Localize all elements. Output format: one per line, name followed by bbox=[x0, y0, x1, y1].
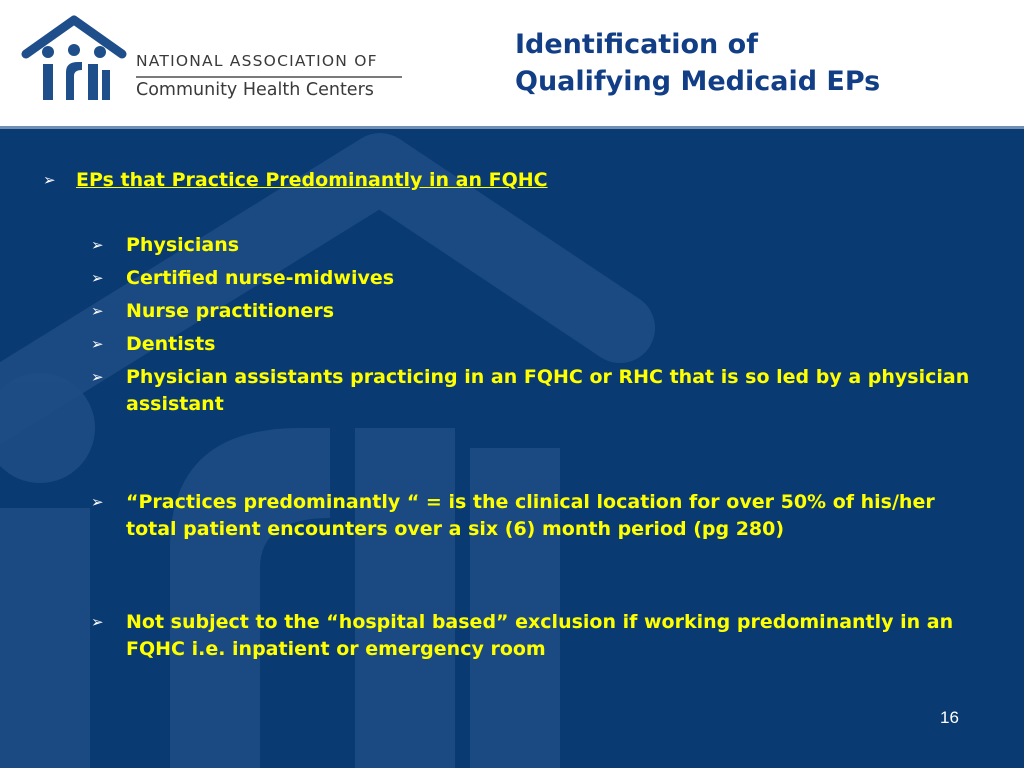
arrow-bullet-icon: ➢ bbox=[43, 171, 56, 189]
ep-list-item bbox=[91, 265, 986, 292]
page-number: 16 bbox=[940, 708, 959, 727]
arrow-bullet-icon: ➢ bbox=[91, 236, 104, 254]
slide-title-line2: Qualifying Medicaid EPs bbox=[515, 66, 881, 97]
org-name-line2: Community Health Centers bbox=[136, 80, 374, 100]
ep-list-item bbox=[91, 232, 986, 259]
ep-label: Certified nurse-midwives bbox=[126, 267, 395, 289]
ep-label: Physicians bbox=[126, 234, 240, 256]
ep-list-item bbox=[91, 298, 986, 325]
definition-item bbox=[91, 489, 991, 543]
heading-item bbox=[43, 167, 776, 194]
arrow-bullet-icon: ➢ bbox=[91, 613, 104, 631]
arrow-bullet-icon: ➢ bbox=[91, 302, 104, 320]
slide-title-line1: Identification of bbox=[515, 29, 758, 60]
ep-list-item bbox=[91, 331, 986, 358]
arrow-bullet-icon: ➢ bbox=[91, 368, 104, 386]
arrow-bullet-icon: ➢ bbox=[91, 269, 104, 287]
ep-label: Nurse practitioners bbox=[126, 300, 334, 322]
definition-text: “Practices predominantly “ = is the clinical location for over 50% of his/her total patient encounters over a six (6) month period (pg 280) bbox=[126, 491, 935, 540]
ep-label: Physician assistants practicing in an FQHC or RHC that is so led by a physician assistant bbox=[126, 366, 970, 415]
ep-label: Dentists bbox=[126, 333, 216, 355]
exclusion-item bbox=[91, 609, 986, 663]
arrow-bullet-icon: ➢ bbox=[91, 493, 104, 511]
ep-list-item bbox=[91, 364, 986, 418]
org-name-line1: NATIONAL ASSOCIATION OF bbox=[136, 52, 378, 70]
section-heading: EPs that Practice Predominantly in an FQHC bbox=[76, 169, 548, 191]
arrow-bullet-icon: ➢ bbox=[91, 335, 104, 353]
exclusion-text: Not subject to the “hospital based” exclusion if working predominantly in an FQHC i.e. inpatient or emergency room bbox=[126, 611, 954, 660]
